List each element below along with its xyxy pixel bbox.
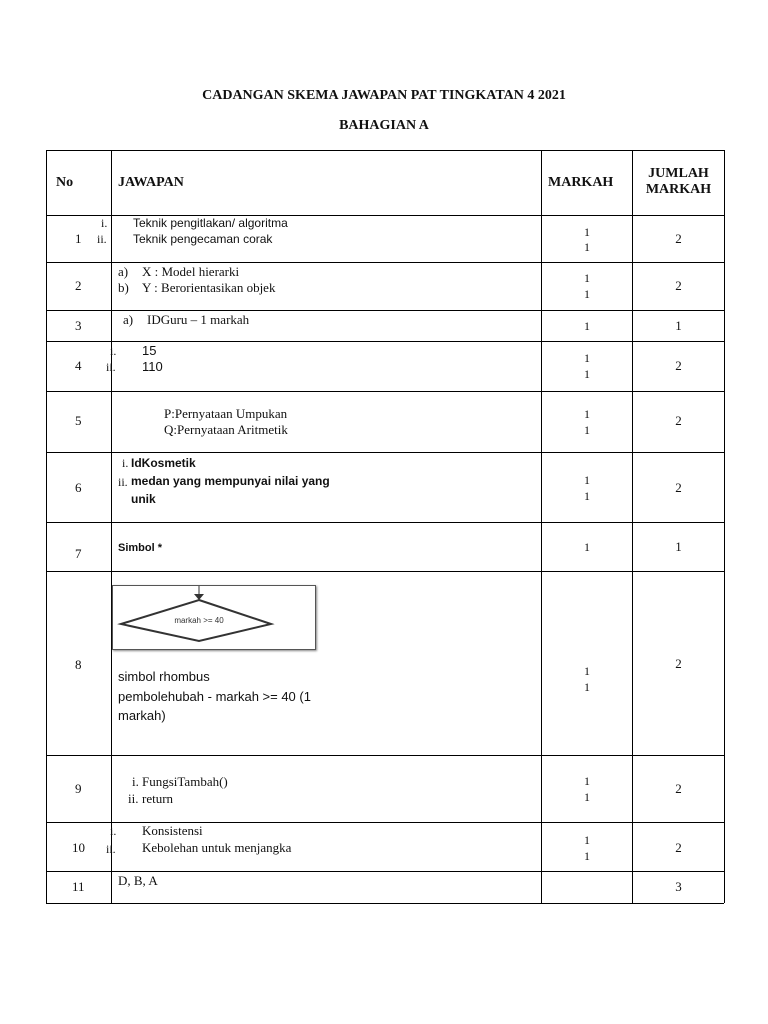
- header-no: No: [56, 175, 74, 190]
- document-title: CADANGAN SKEMA JAWAPAN PAT TINGKATAN 4 2021: [202, 88, 566, 103]
- mark-value: 1: [584, 473, 590, 487]
- answer-line: markah): [118, 708, 166, 723]
- answer-line: 110: [142, 359, 163, 374]
- section-title: BAHAGIAN A: [339, 118, 429, 133]
- mark-value: 1: [584, 833, 590, 847]
- answer-line: return: [142, 791, 174, 806]
- answer-line: 15: [142, 343, 157, 358]
- total-mark: 1: [675, 539, 682, 554]
- mark-value: 1: [584, 225, 590, 239]
- row-number: 10: [72, 840, 85, 855]
- answer-line: Y : Berorientasikan objek: [142, 280, 276, 295]
- answer-line: IDGuru – 1 markah: [147, 312, 250, 327]
- row-number: 2: [75, 278, 82, 293]
- total-mark: 1: [675, 318, 682, 333]
- list-marker: i.: [110, 824, 117, 838]
- list-marker: a): [123, 312, 134, 327]
- mark-value: 1: [584, 367, 590, 381]
- list-marker: ii.: [106, 360, 116, 374]
- figure-label: markah >= 40: [174, 616, 224, 625]
- answer-line: simbol rhombus: [118, 669, 210, 684]
- row-divider: [46, 871, 724, 872]
- mark-value: 1: [584, 774, 590, 788]
- rhombus-icon: [113, 586, 315, 649]
- total-mark: 2: [675, 358, 682, 373]
- list-marker: i.: [110, 344, 117, 358]
- total-mark: 2: [675, 278, 682, 293]
- mark-value: 1: [584, 423, 590, 437]
- answer-line: medan yang mempunyai nilai yang: [131, 474, 330, 488]
- answer-line: Simbol *: [118, 542, 163, 554]
- row-number: 8: [75, 657, 82, 672]
- answer-line: FungsiTambah(): [142, 774, 228, 789]
- total-mark: 2: [675, 656, 682, 671]
- row-number: 3: [75, 318, 82, 333]
- mark-value: 1: [584, 790, 590, 804]
- mark-value: 1: [584, 489, 590, 503]
- total-mark: 2: [675, 840, 682, 855]
- total-mark: 2: [675, 781, 682, 796]
- row-number: 11: [72, 879, 85, 894]
- answer-line: Kebolehan untuk menjangka: [142, 840, 292, 855]
- mark-value: 1: [584, 271, 590, 285]
- column-divider: [724, 150, 725, 903]
- mark-value: 1: [584, 319, 590, 333]
- answer-line: Konsistensi: [142, 823, 203, 838]
- answer-line: unik: [131, 492, 156, 506]
- total-mark: 2: [675, 231, 682, 246]
- answer-line: Teknik pengitlakan/ algoritma: [133, 216, 288, 230]
- mark-value: 1: [584, 849, 590, 863]
- flowchart-decision-figure: [112, 585, 316, 650]
- answer-line: IdKosmetik: [131, 456, 196, 470]
- table-border-bottom: [46, 903, 724, 904]
- total-mark: 3: [675, 879, 682, 894]
- row-number: 1: [75, 231, 82, 246]
- column-divider: [111, 150, 112, 903]
- mark-value: 1: [584, 287, 590, 301]
- header-jumlah-markah: [633, 166, 724, 198]
- row-divider: [46, 571, 724, 572]
- list-marker: ii.: [106, 842, 116, 856]
- mark-value: 1: [584, 540, 590, 554]
- row-number: 7: [75, 546, 82, 561]
- answer-line: pembolehubah - markah >= 40 (1: [118, 689, 311, 704]
- row-divider: [46, 341, 724, 342]
- answer-line: Teknik pengecaman corak: [133, 232, 273, 246]
- row-number: 5: [75, 413, 82, 428]
- answer-line: Q:Pernyataan Aritmetik: [164, 422, 288, 437]
- row-number: 4: [75, 358, 82, 373]
- table-border-top: [46, 150, 724, 151]
- header-jumlah-line2: MARKAH: [645, 182, 712, 197]
- header-markah: MARKAH: [548, 175, 614, 190]
- list-marker: b): [118, 280, 129, 295]
- row-number: 6: [75, 480, 82, 495]
- list-marker: i.: [132, 774, 139, 789]
- list-marker: i.: [101, 216, 108, 230]
- column-divider: [541, 150, 542, 903]
- header-jawapan: JAWAPAN: [118, 175, 184, 190]
- list-marker: i.: [122, 456, 129, 470]
- row-divider: [46, 452, 724, 453]
- total-mark: 2: [675, 413, 682, 428]
- row-divider: [46, 262, 724, 263]
- answer-line: P:Pernyataan Umpukan: [164, 406, 288, 421]
- mark-value: 1: [584, 680, 590, 694]
- total-mark: 2: [675, 480, 682, 495]
- row-number: 9: [75, 781, 82, 796]
- column-divider: [46, 150, 47, 903]
- list-marker: a): [118, 264, 129, 279]
- row-divider: [46, 310, 724, 311]
- list-marker: ii.: [128, 791, 139, 806]
- mark-value: 1: [584, 351, 590, 365]
- row-divider: [46, 522, 724, 523]
- list-marker: ii.: [97, 232, 107, 246]
- mark-value: 1: [584, 407, 590, 421]
- mark-value: 1: [584, 240, 590, 254]
- mark-value: 1: [584, 664, 590, 678]
- answer-line: D, B, A: [118, 873, 158, 888]
- row-divider: [46, 755, 724, 756]
- header-jumlah-line1: JUMLAH: [648, 166, 709, 181]
- answer-line: X : Model hierarki: [142, 264, 240, 279]
- row-divider: [46, 391, 724, 392]
- list-marker: ii.: [118, 475, 128, 489]
